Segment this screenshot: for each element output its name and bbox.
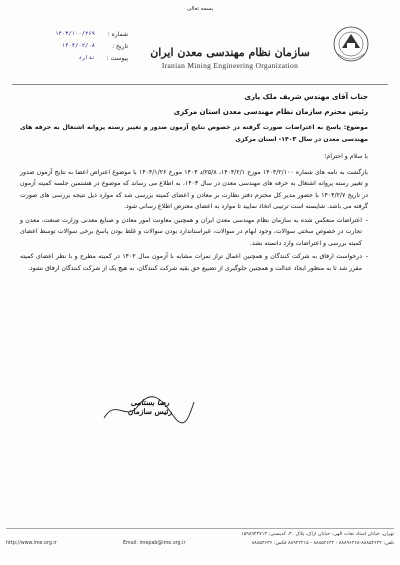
addressee-name: جناب آقای مهندس شریف ملک یاری [244,93,368,101]
bismillah: بسمه تعالی [186,6,214,12]
signer-title: رئیس سازمان [127,407,173,416]
number-value: ۱۴۰۳/۱۰۰/۲۶۹ [55,31,95,37]
footer-address: تهران، خیابان استاد نجات الهی، خیابان اراک، پلاک ۴۰، کدپستی: ۱۵۹۸۹۴۳۷۱۳ [241,532,394,537]
footer-phone: تلفن: ۸۸۸۵۴۶۴۲-۸۸۸۹۶۴۶۸ - ۸۸۸۵۴۶۴۴ - ۸۸۹۴۲۲۱۵ فکس: ۸۸۸۵۴۶۳۶ [251,541,394,546]
subject-text: پاسخ به اعتراضات صورت گرفته در خصوص نتایج آزمون صدور و تغییر رسته پروانه اشتغال به حرفه های مهندسی معدن در سال ۱۴۰۳- استان مرکزی [20,124,368,143]
letter-meta [38,28,128,64]
greeting: با سلام و احترام؛ [324,153,368,160]
signature-scribble-icon [98,392,198,426]
date-label: تاریخ : [112,42,128,50]
paragraph-1: بازگشت به نامه های شماره ۱۴۰۴/۲/۱۰۰ مورخ ۱۴۰۴/۲/۱، ۲۵/۸/د ۱۴۰۴ مورخ ۱۴۰۴/۱/۲۶ با موضوع اعتراض اعضا به نتایج آزمون صدور و تغییر رسته پروانه اشتغال به حرفه های مهندسی معدن در سال ۱۴۰۳، به اطلاع می رساند که موضوع در هشتمین جلسه کمیته آزمون در تاریخ ۱۴۰۴/۲/۷ با حضور مدیر کل محترم دفتر نظارت بر معادن و اعضای کمیته بررسی شد که موارد ذیل نتیجه بررسی های صورت گرفته می باشد. شایسته است ترتیبی اتخاذ نمایید تا موارد به اعضای معترض اطلاع رسانی شود. [20,168,369,210]
org-name-en: Iranian Mining Engineering Organization [161,61,299,70]
bullet-2: - درخواست ارفاق به شرکت کنندگان و همچنین اعمال تراز نمرات مشابه با آزمون سال ۱۴۰۲ در کمیته مطرح و با نظر اعضای کمیته مقرر شد تا به منظور ایجاد عدالت و همچنین جلوگیری از تضییع حق بقیه شرکت کنندگان، به هیچ یک از شرکت کنندگان ارفاق نشود. [20,251,368,274]
subject-label: موضوع: [343,124,368,131]
date-row [38,40,128,52]
footer-website: http://www.ime.org.ir [6,541,57,546]
header-divider [12,84,388,85]
number-label: شماره : [107,30,128,38]
org-name-fa: سازمان نظام مهندسی معدن ایران [150,46,310,59]
letter-body [20,92,368,274]
signer-name: رضا بستامی [130,398,170,407]
attachment-value: ندارد [78,55,95,61]
bullet-1: - اعتراضات منعکس شده به سازمان نظام مهندسی معدن ایران و همچنین معاونت امور معادن و صنایع معدنی وزارت صنعت، معدن و تجارت در خصوص سختی سوالات، وجود ابهام در سوالات، غیراستاندارد بودن سوالات و غلط بودن پاسخ برخی سوالات توسط اعضای کمیته بررسی و اعتراضات وارد دانسته نشد. [20,215,368,250]
org-header [130,46,330,70]
footer-email: Email: imepab@ime.org.ir [123,541,186,546]
signature-block [110,398,190,416]
number-row [38,28,128,40]
addressee-title: رئیس محترم سازمان نظام مهندسی معدن استان مرکزی [173,107,368,116]
attachment-row [38,52,128,64]
footer [6,528,394,546]
org-logo-icon [330,24,372,72]
attachment-label: پیوست : [106,54,128,62]
subject-line [20,122,368,145]
date-value: ۱۴۰۴/۰۲/۰۸ [61,43,95,49]
footer-contact-row [6,541,394,546]
